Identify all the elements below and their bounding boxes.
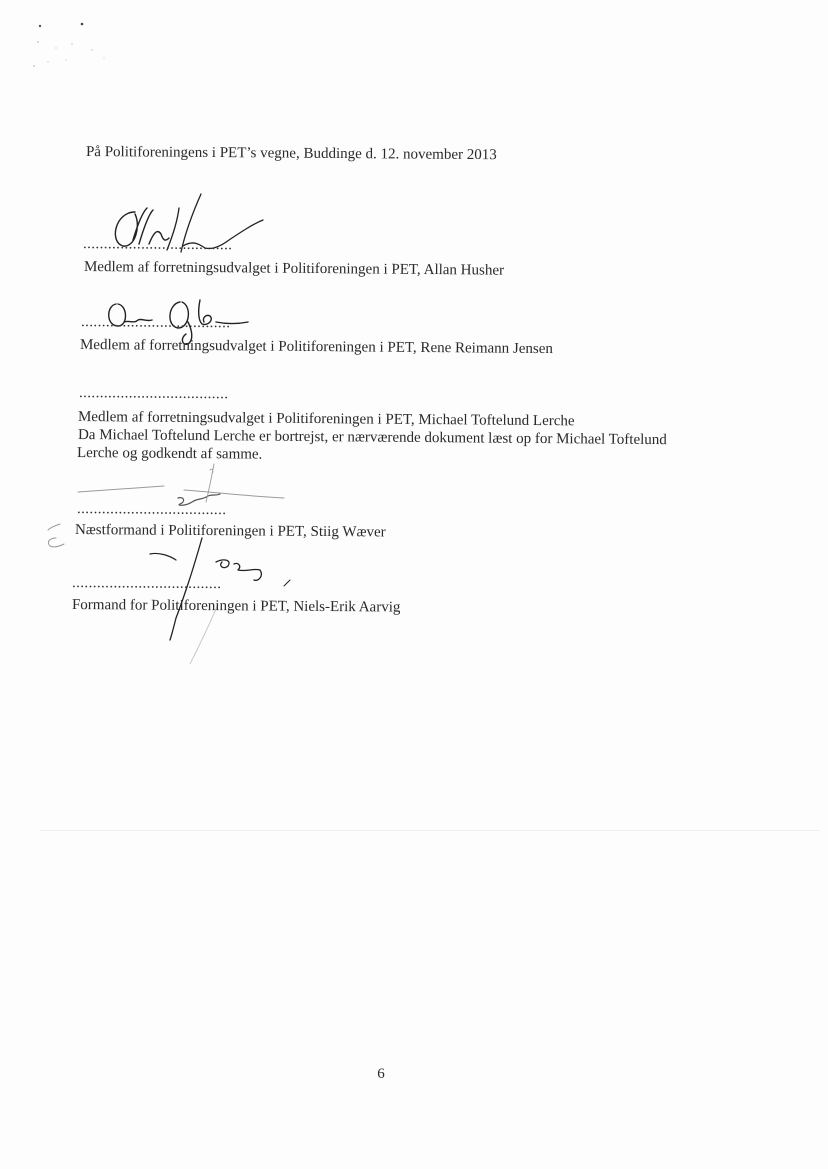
signatory-line-4: Næstformand i Politiforeningen i PET, Stiig Wæver: [74, 522, 386, 541]
signature-line-2: ....................................: [80, 314, 231, 332]
header-line: På Politiforeningens i PET’s vegne, Buddinge d. 12. november 2013: [85, 144, 497, 164]
signature-line-1: ....................................: [82, 236, 233, 254]
signatory-line-1: Medlem af forretningsudvalget i Politiforeningen i PET, Allan Husher: [83, 259, 505, 279]
scan-specks: [30, 20, 120, 75]
signature-line-3: ....................................: [78, 385, 229, 403]
scan-artifact-line: [40, 830, 820, 831]
signatory-line-3: Medlem af forretningsudvalget i Politiforeningen i PET, Michael Toftelund Lerche: [77, 409, 575, 430]
signatory-line-2: Medlem af forretningsudvalget i Politiforeningen i PET, Rene Reimann Jensen: [79, 337, 554, 358]
signature-line-4: ....................................: [76, 501, 227, 519]
margin-mark: [40, 516, 74, 552]
page-number: 6: [377, 1066, 385, 1082]
signatory-line-5: Formand for Politiforeningen i PET, Niels-Erik Aarvig: [71, 597, 401, 616]
note-line-2: Lerche og godkendt af samme.: [76, 445, 263, 463]
signature-line-5: ....................................: [71, 575, 222, 593]
note-line-1: Da Michael Toftelund Lerche er bortrejst, er nærværende dokument læst op for Michael Toftelund: [77, 427, 667, 449]
